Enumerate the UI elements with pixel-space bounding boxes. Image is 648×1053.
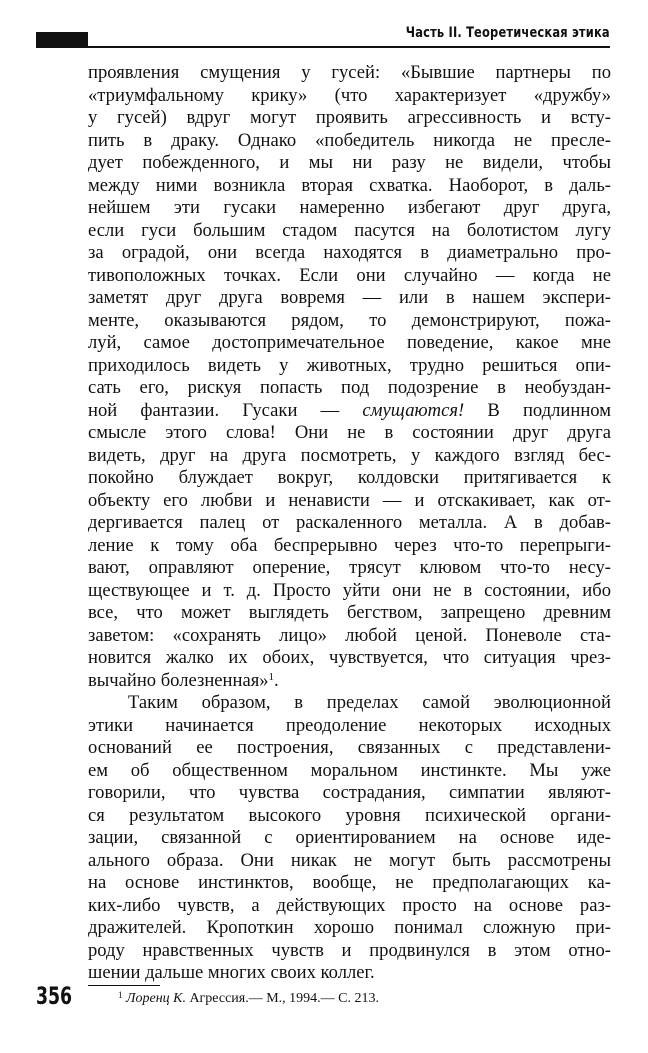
line-start: ной фантазии. Гусаки — xyxy=(88,399,340,421)
footnote-rule xyxy=(88,985,160,986)
page-number: 356 xyxy=(36,982,73,1010)
footnote-citation: Агрессия.— М., 1994.— С. 213. xyxy=(185,991,379,1006)
text-line: дражителей. Кропоткин хорошо понимал сложную при- xyxy=(88,917,611,938)
text-line: заметят друг друга вовремя — или в нашем экспери- xyxy=(88,287,611,308)
text-line: за оградой, они всегда находятся в диаметрально про- xyxy=(88,242,611,263)
text-line: ществующее и т. д. Просто уйти они не в состоянии, ибо xyxy=(88,579,611,601)
text-line: дергивается палец от раскаленного металла. А в добав- xyxy=(88,512,611,533)
text-line: новится жалко их обоих, чувствуется, что ситуация чрез- xyxy=(88,647,611,668)
text-line: сать его, рискуя попасть под подозрение в необуздан- xyxy=(88,377,611,398)
text-line: видеть, друг на друга посмотреть, у каждого взгляд бес- xyxy=(88,444,611,466)
text-line: нейшем эти гусаки намеренно избегают друг друга, xyxy=(88,197,611,218)
main-text xyxy=(88,62,611,985)
footnote-author: Лоренц К. xyxy=(126,991,186,1006)
text-line: ем об общественном моральном инстинкте. Мы уже xyxy=(88,759,611,781)
text-line: заветом: «сохранять лицо» любой ценой. Поневоле ста- xyxy=(88,624,611,646)
text-line: пить в драку. Однако «победитель никогда не пресле- xyxy=(88,129,611,151)
text-line: если гуси большим стадом пасутся на болотистом лугу xyxy=(88,219,611,241)
text-line: «триумфальному крику» (что характеризует «дружбу» xyxy=(88,84,611,106)
text-line: у гусей) вдруг могут проявить агрессивность и всту- xyxy=(88,107,611,128)
text-line: вают, оправляют оперение, трясут клювом что-то несу- xyxy=(88,557,611,578)
text-line: ального образа. Они никак не могут быть рассмотрены xyxy=(88,849,611,871)
text-line: все, что может выглядеть бегством, запрещено древним xyxy=(88,602,611,623)
text-line: приходилось видеть у животных, трудно решиться опи- xyxy=(88,354,611,376)
header-rule xyxy=(36,46,610,48)
text-line: объекту его любви и ненависти — и отскакивает, как от- xyxy=(88,489,611,511)
text-line: покойно блуждает вокруг, колдовски притягивается к xyxy=(88,467,611,488)
text-line: смыслe этого слова! Они не в состоянии друг друга xyxy=(88,422,611,443)
text-line: на основе инстинктов, вообще, не предполагающих ка- xyxy=(88,872,611,893)
line-end: В подлинном xyxy=(464,399,611,421)
text-line: дует побежденного, и мы ни разу не видели, чтобы xyxy=(88,152,611,173)
paragraph-2 xyxy=(88,692,611,985)
text-line: ких-либо чувств, а действующих просто на основе раз- xyxy=(88,894,611,916)
text-line: оснований ее построения, связанных с представлени- xyxy=(88,737,611,758)
text-line: менте, оказываются рядом, то демонстрируют, пожа- xyxy=(88,309,611,331)
running-head: Часть II. Теоретическая этика xyxy=(405,25,610,41)
text-line: роду нравственных чувств и продвинулся в этом отно- xyxy=(88,939,611,961)
text-line: этики начинается преодоление некоторых исходных xyxy=(88,714,611,736)
text-line-last: вычайно болезненная»$^1$. xyxy=(88,669,279,691)
text-line-with-emphasis xyxy=(88,400,611,423)
text-line: между ними возникла вторая схватка. Наоборот, в даль- xyxy=(88,174,611,196)
text-line: говорили, что чувства сострадания, симпатии являют- xyxy=(88,782,611,803)
text-line: проявления смущения у гусей: «Бывшие партнеры по xyxy=(88,62,611,83)
text-line: луй, самое достопримечательное поведение, какое мне xyxy=(88,332,611,353)
text-line-last: шении дальше многих своих коллег. xyxy=(88,962,375,983)
footnote-marker: 1 xyxy=(118,990,123,1000)
text-line: ся результатом высокого уровня психической органи- xyxy=(88,804,611,826)
text-line: Таким образом, в пределах самой эволюционной xyxy=(128,692,611,713)
footnote xyxy=(118,991,379,1007)
text-line: зации, связанной с ориентированием на основе иде- xyxy=(88,827,611,848)
paragraph-1 xyxy=(88,62,611,692)
text-line: тивоположных точках. Если они случайно — когда не xyxy=(88,264,611,286)
emphasis-word: смущаются! xyxy=(362,399,465,421)
footnote-reference[interactable]: 1 xyxy=(268,670,275,683)
line-text: вычайно болезненная» xyxy=(88,669,269,691)
text-line: ление к тому оба беспрерывно через что-то перепрыги- xyxy=(88,534,611,556)
